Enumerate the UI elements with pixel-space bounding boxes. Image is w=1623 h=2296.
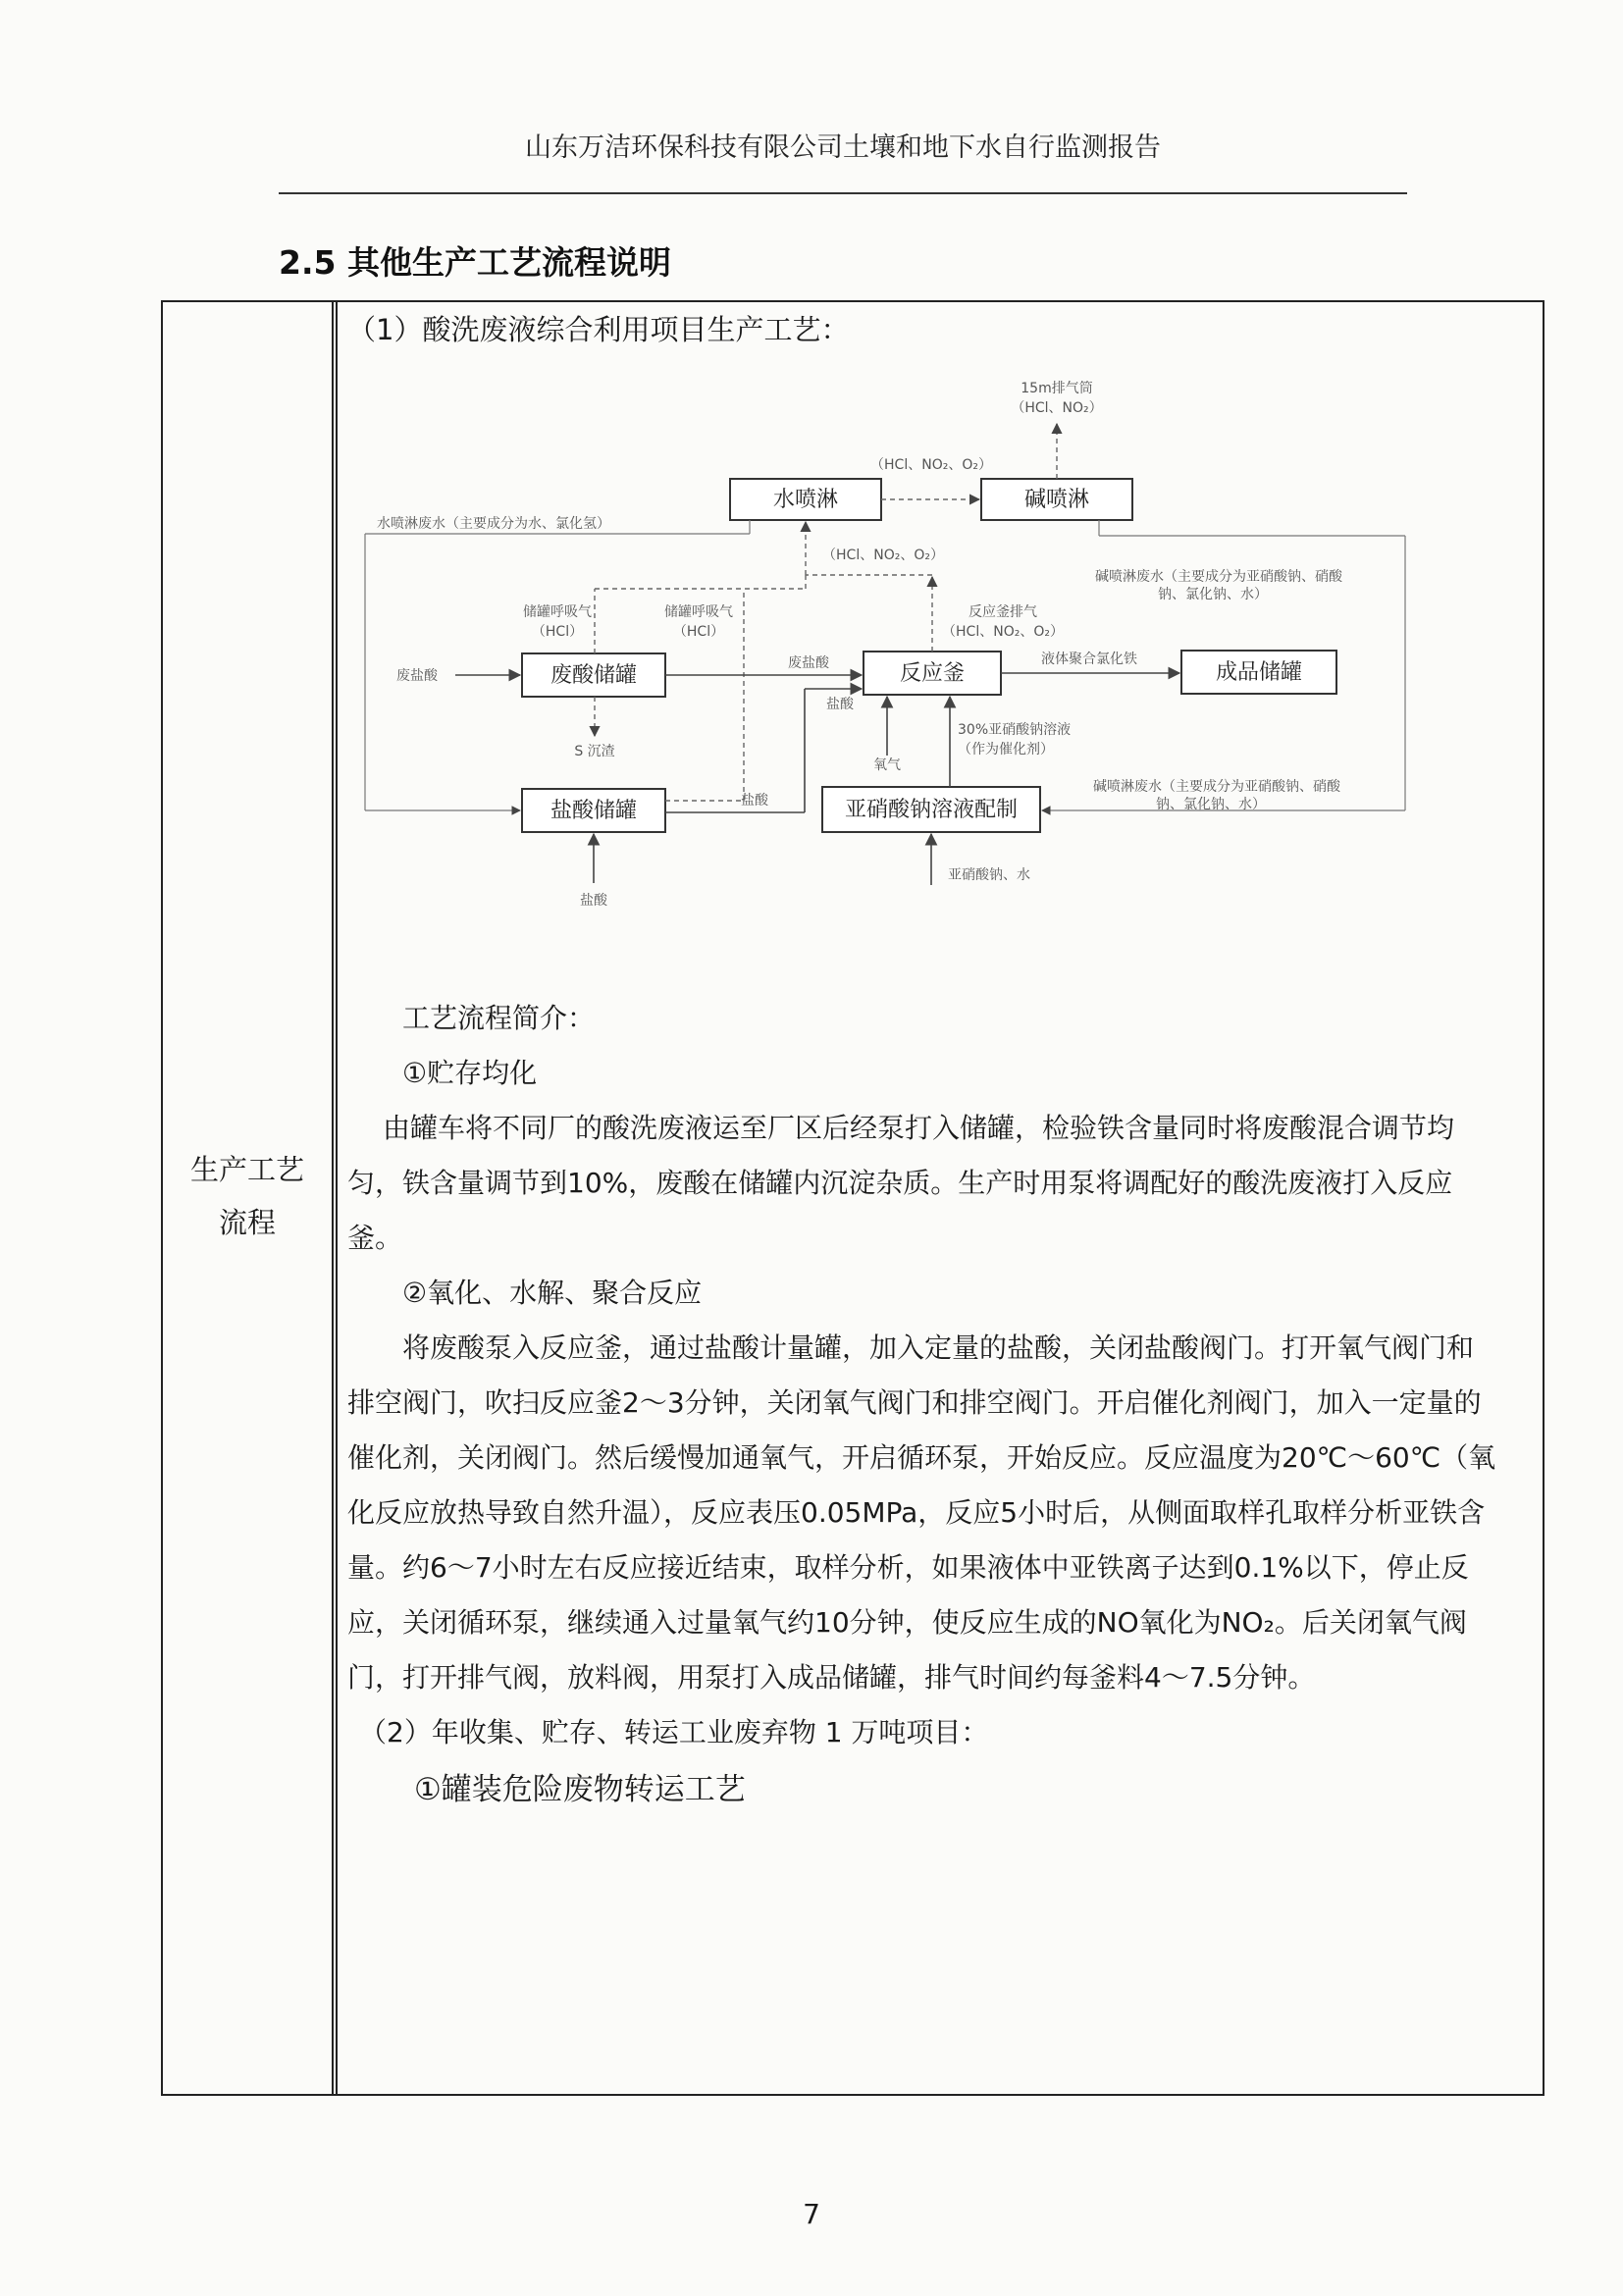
step1-line-2: 匀，铁含量调节到10%，废酸在储罐内沉淀杂质。生产时用泵将调配好的酸洗废液打入反应 xyxy=(347,1167,1453,1199)
process-flow-diagram xyxy=(338,363,1417,913)
label-gas-to-alkali: （HCl、NO₂、O₂） xyxy=(870,457,992,473)
label-tank-breath-2: 储罐呼吸气 xyxy=(664,604,733,620)
label-alkali-spray-waste-bot-2: 钠、氯化钠、水） xyxy=(1156,797,1266,812)
step2-line-1: 将废酸泵入反应釜，通过盐酸计量罐，加入定量的盐酸，关闭盐酸阀门。打开氧气阀门和 xyxy=(402,1331,1475,1364)
label-catalyst-2: （作为催化剂） xyxy=(958,742,1054,757)
label-tank-breath-1-gas: （HCl） xyxy=(531,624,584,640)
label-waste-hcl-mid: 废盐酸 xyxy=(788,655,829,671)
brief-heading: 工艺流程简介： xyxy=(402,1002,596,1034)
header-rule xyxy=(279,192,1407,194)
label-alkali-spray-waste-top-2: 钠、氯化钠、水） xyxy=(1158,587,1268,602)
label-tank-breath-2-gas: （HCl） xyxy=(672,624,725,640)
label-nitrite-water: 亚硝酸钠、水 xyxy=(948,867,1030,883)
box-water-spray-label: 水喷淋 xyxy=(772,488,839,512)
box-hcl-tank-label: 盐酸储罐 xyxy=(550,799,638,823)
label-stack-gas: （HCl、NO₂） xyxy=(1011,400,1103,416)
box-waste-acid-tank-label: 废酸储罐 xyxy=(550,663,638,688)
box-reactor-label: 反应釜 xyxy=(899,661,966,686)
part2-title: （2）年收集、贮存、转运工业废弃物 1 万吨项目： xyxy=(359,1716,989,1748)
label-catalyst-1: 30%亚硝酸钠溶液 xyxy=(958,722,1072,738)
label-waste-hcl-in: 废盐酸 xyxy=(396,668,438,684)
page-number: 7 xyxy=(803,2198,820,2230)
label-sediment: S 沉渣 xyxy=(574,744,615,759)
step2-line-4: 化反应放热导致自然升温），反应表压0.05MPa，反应5小时后，从侧面取样孔取样分析亚铁含 xyxy=(347,1496,1486,1529)
step2-line-6: 应，关闭循环泵，继续通入过量氧气约10分钟，使反应生成的NO氧化为NO₂。后关闭氧气阀 xyxy=(347,1606,1467,1639)
label-liquid-product: 液体聚合氯化铁 xyxy=(1041,652,1137,667)
step2-title: ②氧化、水解、聚合反应 xyxy=(402,1277,703,1309)
step1-title: ①贮存均化 xyxy=(402,1057,538,1089)
step2-line-7: 门，打开排气阀，放料阀，用泵打入成品储罐，排气时间约每釜料4～7.5分钟。 xyxy=(347,1661,1316,1694)
label-reactor-exhaust-gas: （HCl、NO₂、O₂） xyxy=(942,624,1064,640)
part1-title: （1）酸洗废液综合利用项目生产工艺： xyxy=(347,313,850,346)
label-hcl-to-reactor: 盐酸 xyxy=(826,697,854,712)
label-alkali-spray-waste-bot-1: 碱喷淋废水（主要成分为亚硝酸钠、硝酸 xyxy=(1093,779,1340,795)
label-tank-breath-1: 储罐呼吸气 xyxy=(523,604,592,620)
box-product-tank-label: 成品储罐 xyxy=(1215,660,1303,685)
step2-line-2: 排空阀门，吹扫反应釜2～3分钟，关闭氧气阀门和排空阀门。开启催化剂阀门，加入一定量的 xyxy=(347,1386,1482,1419)
report-header: 山东万洁环保科技有限公司土壤和地下水自行监测报告 xyxy=(525,132,1161,163)
label-alkali-spray-waste-top-1: 碱喷淋废水（主要成分为亚硝酸钠、硝酸 xyxy=(1095,569,1342,585)
box-alkali-spray-label: 碱喷淋 xyxy=(1023,488,1090,512)
label-hcl-in: 盐酸 xyxy=(580,893,607,909)
box-nitrite-prep-label: 亚硝酸钠溶液配制 xyxy=(844,798,1019,822)
brief-section xyxy=(347,991,1525,1819)
label-hcl-mid: 盐酸 xyxy=(741,793,768,809)
step2-line-5: 量。约6～7小时左右反应接近结束，取样分析，如果液体中亚铁离子达到0.1%以下，停止反 xyxy=(347,1551,1469,1584)
label-oxygen: 氧气 xyxy=(873,757,901,773)
row-label xyxy=(163,1143,332,1249)
label-water-spray-waste: 水喷淋废水（主要成分为水、氯化氢） xyxy=(377,516,610,532)
section-title: 2.5 其他生产工艺流程说明 xyxy=(279,243,671,282)
row-label-line-2: 流程 xyxy=(218,1206,276,1239)
label-reactor-exhaust: 反应釜排气 xyxy=(969,604,1037,620)
label-stack: 15m排气筒 xyxy=(1021,381,1093,396)
step1-line-3: 釜。 xyxy=(347,1222,403,1254)
part2-item1: ①罐装危险废物转运工艺 xyxy=(414,1772,746,1807)
step2-line-3: 催化剂，关闭阀门。然后缓慢加通氧气，开启循环泵，开始反应。反应温度为20℃～60℃（氧 xyxy=(347,1441,1496,1474)
row-label-line-1: 生产工艺 xyxy=(189,1153,304,1186)
step1-line-1: 由罐车将不同厂的酸洗废液运至厂区后经泵打入储罐，检验铁含量同时将废酸混合调节均 xyxy=(383,1112,1455,1144)
label-gas-up: （HCl、NO₂、O₂） xyxy=(822,548,944,563)
